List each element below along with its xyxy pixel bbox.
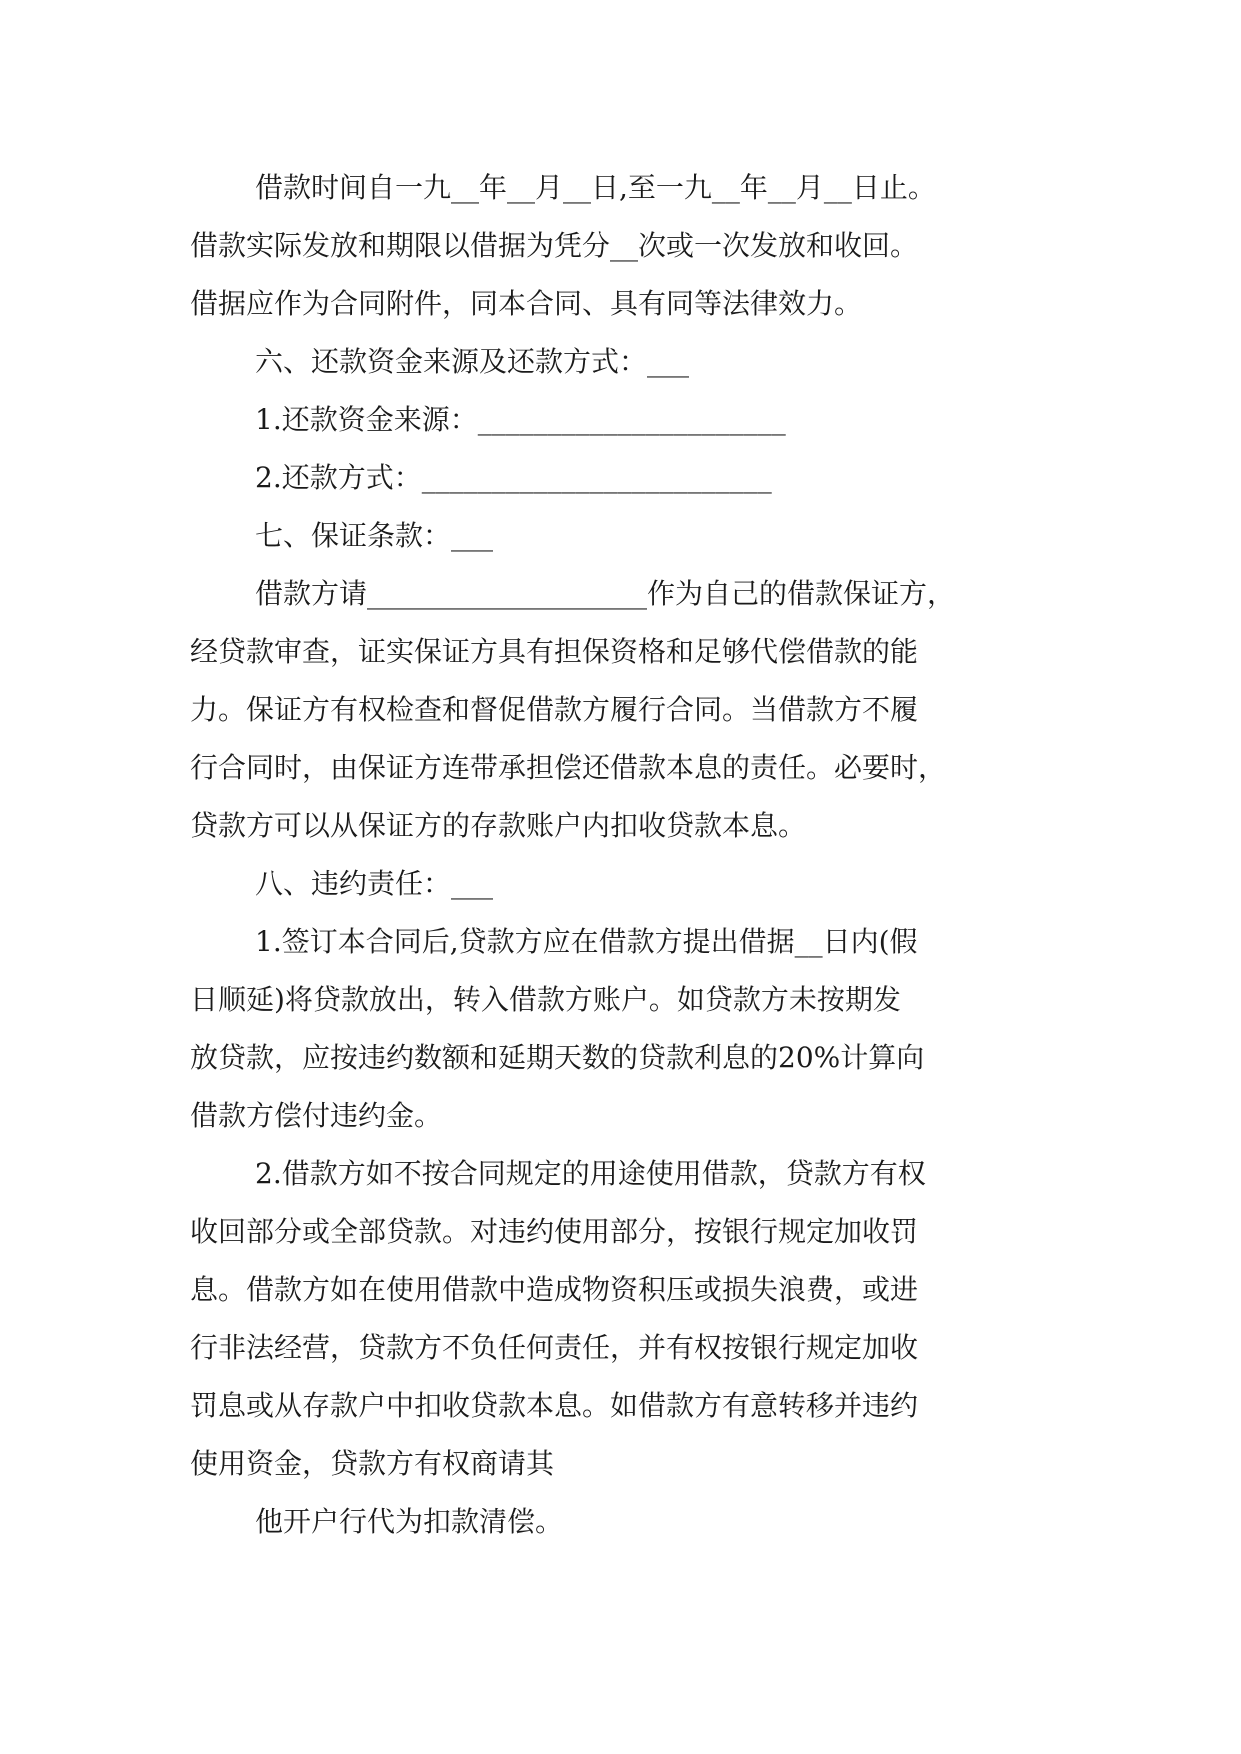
paragraph-line: 贷款方可以从保证方的存款账户内扣收贷款本息。 — [190, 809, 807, 842]
section-heading: 六、还款资金来源及还款方式：___ — [255, 345, 690, 378]
paragraph-line: 经贷款审查，证实保证方具有担保资格和足够代偿借款的能 — [190, 635, 919, 668]
list-item: 1.签订本合同后,贷款方应在借款方提出借据__日内(假 — [255, 925, 918, 958]
paragraph-line: 收回部分或全部贷款。对违约使用部分，按银行规定加收罚 — [190, 1215, 919, 1248]
paragraph-line: 借据应作为合同附件，同本合同、具有同等法律效力。 — [190, 287, 863, 320]
paragraph-line: 息。借款方如在使用借款中造成物资积压或损失浪费，或进 — [190, 1273, 919, 1306]
paragraph-line: 罚息或从存款户中扣收贷款本息。如借款方有意转移并违约 — [190, 1389, 919, 1422]
paragraph-line: 日顺延)将贷款放出，转入借款方账户。如贷款方未按期发 — [190, 983, 901, 1016]
paragraph-line: 行合同时，由保证方连带承担偿还借款本息的责任。必要时， — [190, 751, 947, 784]
paragraph-line: 借款方偿付违约金。 — [190, 1099, 443, 1132]
paragraph-line: 力。保证方有权检查和督促借款方履行合同。当借款方不履 — [190, 693, 919, 726]
paragraph-line: 借款实际发放和期限以借据为凭分__次或一次发放和收回。 — [190, 229, 919, 262]
list-item: 2.还款方式：_________________________ — [255, 461, 772, 494]
list-item: 1.还款资金来源：______________________ — [255, 403, 786, 436]
section-heading: 七、保证条款：___ — [255, 519, 494, 552]
paragraph-line: 借款方请____________________作为自己的借款保证方， — [255, 577, 956, 610]
section-heading: 八、违约责任：___ — [255, 867, 494, 900]
paragraph-line: 行非法经营，贷款方不负任何责任，并有权按银行规定加收 — [190, 1331, 919, 1364]
paragraph-line: 放贷款，应按违约数额和延期天数的贷款利息的20%计算向 — [190, 1041, 925, 1074]
paragraph-line: 使用资金，贷款方有权商请其 — [190, 1447, 555, 1480]
list-item: 2.借款方如不按合同规定的用途使用借款，贷款方有权 — [255, 1157, 926, 1190]
paragraph-line: 他开户行代为扣款清偿。 — [255, 1505, 564, 1538]
paragraph-line: 借款时间自一九__年__月__日,至一九__年__月__日止。 — [255, 171, 936, 204]
